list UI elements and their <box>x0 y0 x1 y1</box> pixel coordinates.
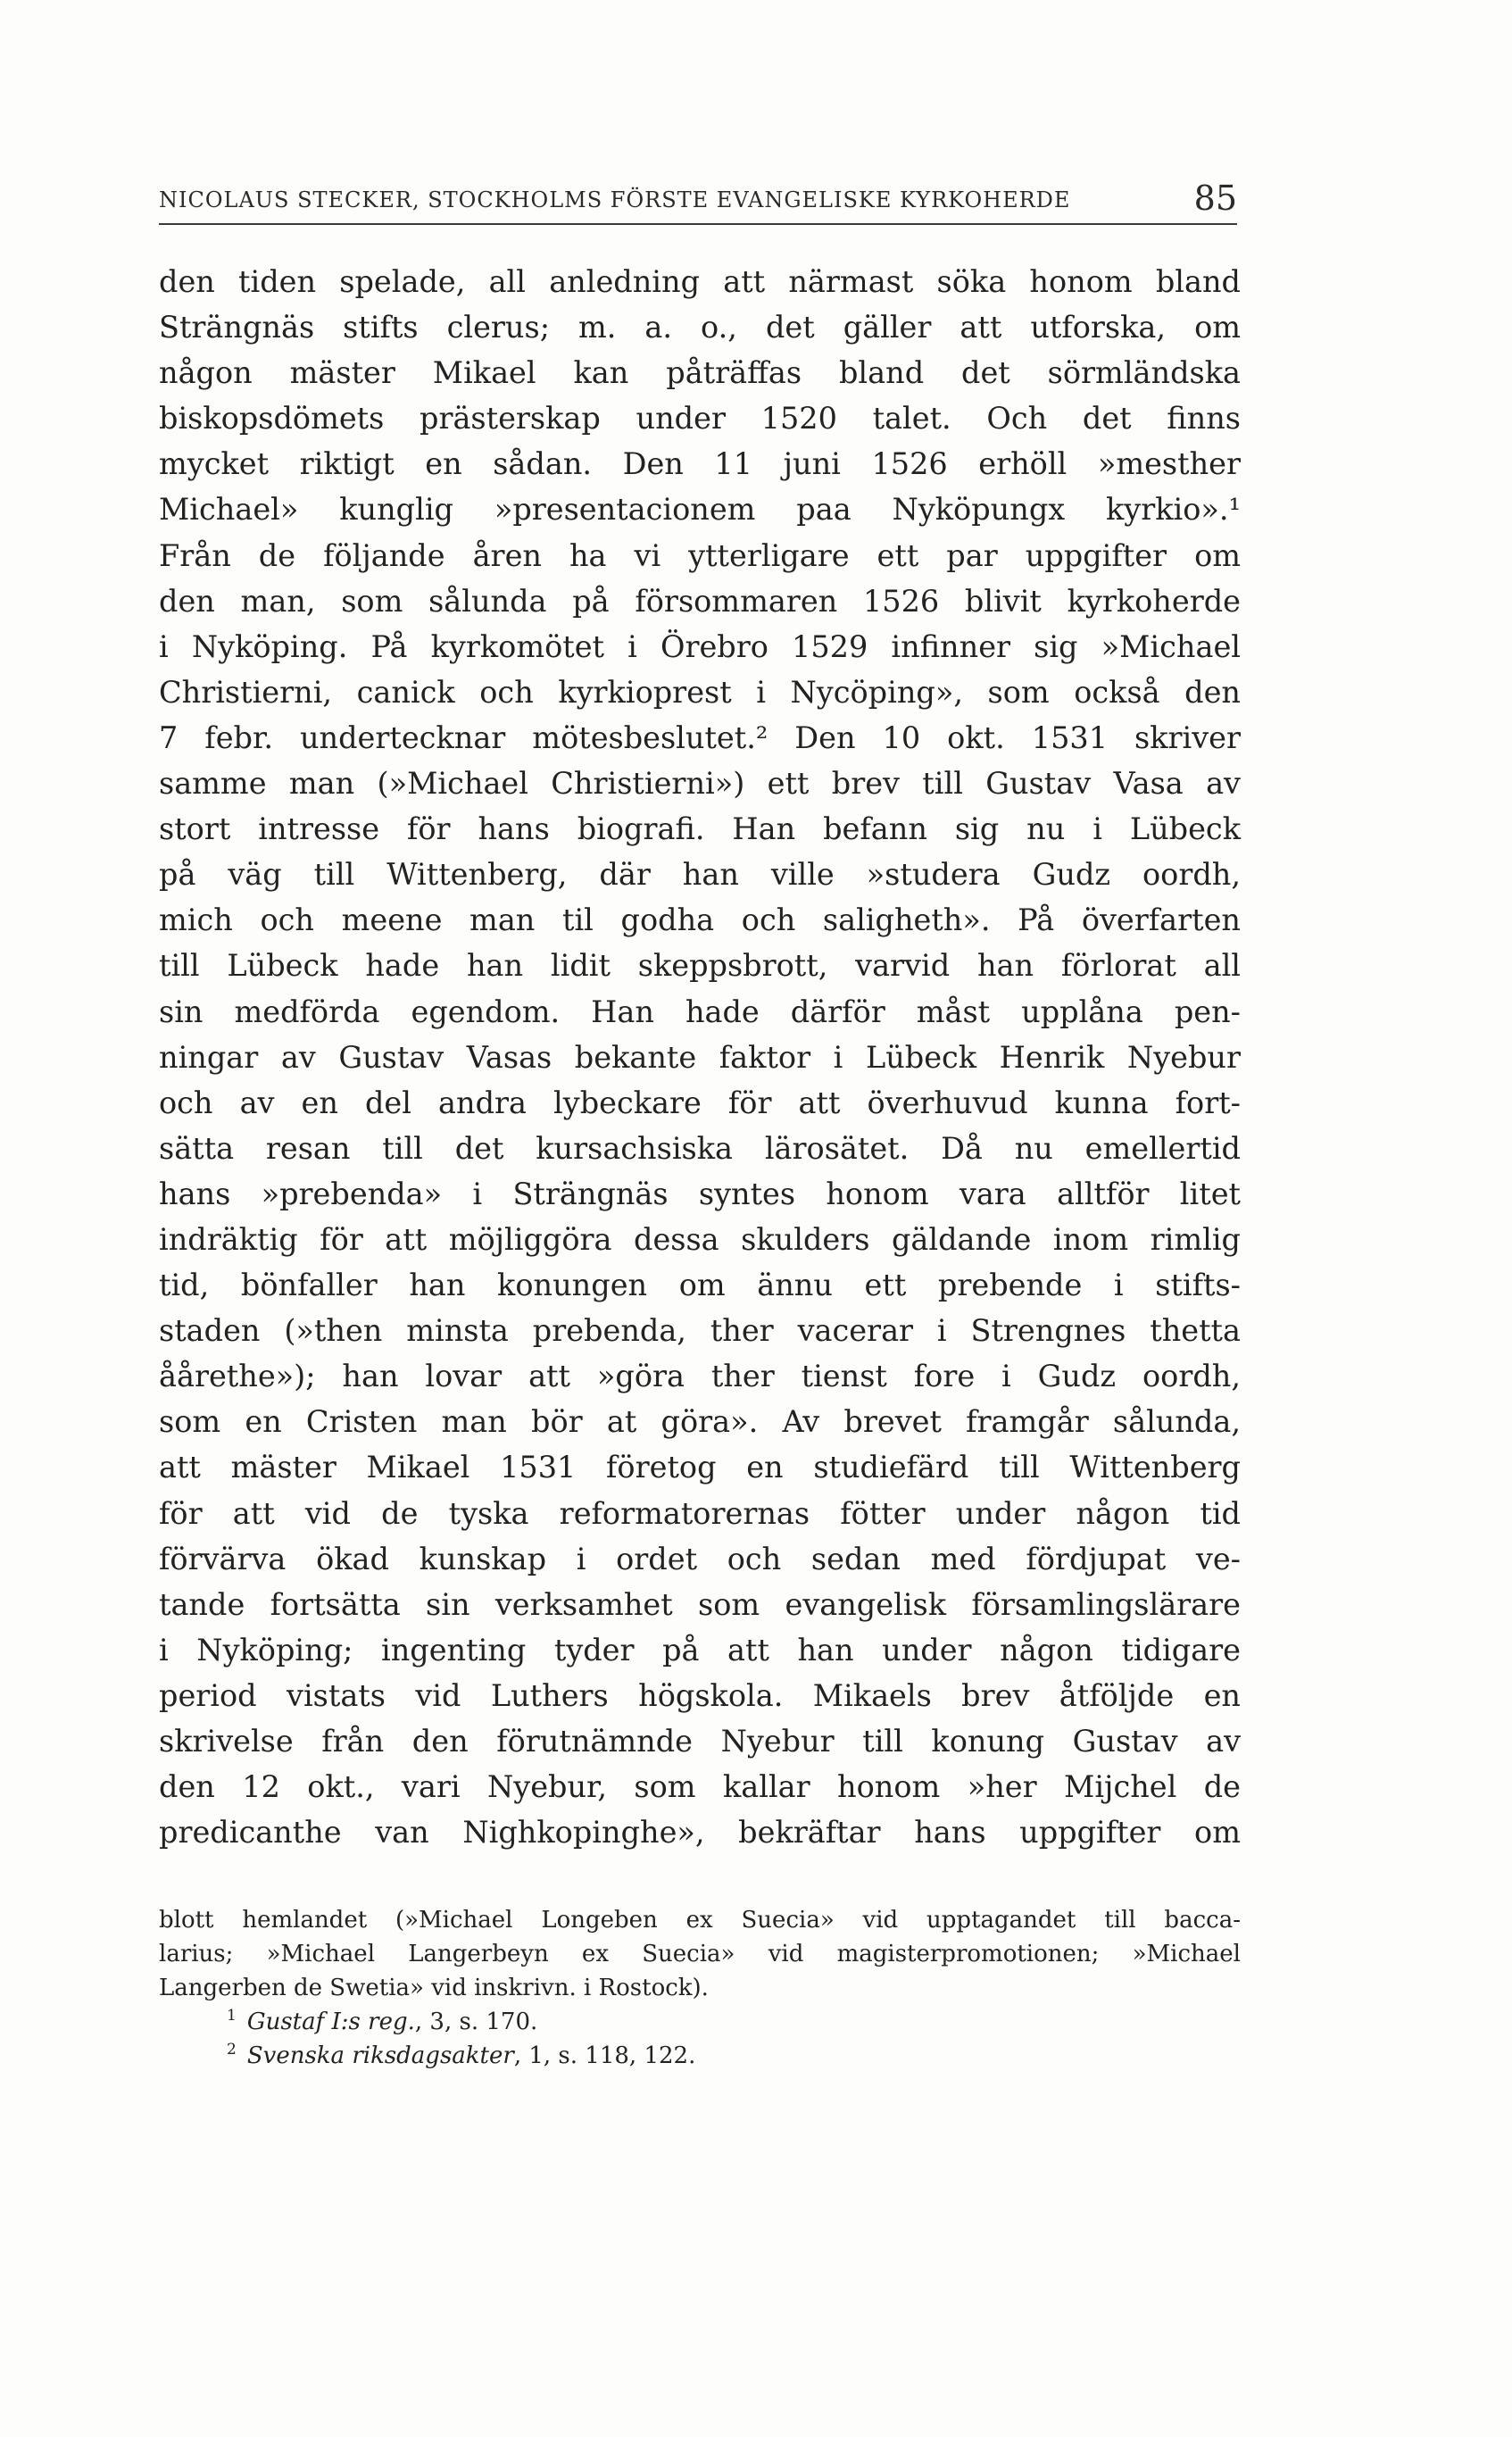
text-line: sin medförda egendom. Han hade därför måst upplåna pen- <box>159 994 1241 1029</box>
text-line: mich och meene man til godha och saligheth». På överfarten <box>159 902 1241 938</box>
text-line: den man, som sålunda på försommaren 1526 blivit kyrkoherde <box>159 583 1241 619</box>
footnote-1 <box>159 2005 1241 2039</box>
text-line: samme man (»Michael Christierni») ett brev till Gustav Vasa av <box>159 766 1241 802</box>
text-line: biskopsdömets prästerskap under 1520 talet. Och det finns <box>159 401 1241 437</box>
footnote-citation: , 3, s. 170. <box>414 2009 538 2035</box>
text-line: tande fortsätta sin verksamhet som evangelisk församlingslärare <box>159 1586 1241 1622</box>
footnote-2 <box>159 2039 1241 2073</box>
text-line: till Lübeck hade han lidit skeppsbrott, varvid han förlorat all <box>159 948 1241 984</box>
footnote-marker: 1 <box>227 2007 237 2025</box>
text-line: Michael» kunglig »presentacionem paa Nyköpungx kyrkio».¹ <box>159 492 1241 528</box>
text-line: som en Cristen man bör at göra». Av brevet framgår sålunda, <box>159 1404 1241 1440</box>
text-line: skrivelse från den förutnämnde Nyebur till konung Gustav av <box>159 1724 1241 1759</box>
footnote-citation: , 1, s. 118, 122. <box>513 2042 696 2069</box>
running-head <box>159 179 1237 225</box>
text-line: predicanthe van Nighkopinghe», bekräftar hans uppgifter om <box>159 1815 1241 1851</box>
footnote-marker: 2 <box>227 2041 237 2059</box>
text-line: i Nyköping. På kyrkomötet i Örebro 1529 infinner sig »Michael <box>159 628 1241 664</box>
text-line: åårethe»); han lovar att »göra ther tienst fore i Gudz oordh, <box>159 1359 1241 1394</box>
text-line: i Nyköping; ingenting tyder på att han under någon tidigare <box>159 1632 1241 1668</box>
text-line: förvärva ökad kunskap i ordet och sedan med fördjupat ve- <box>159 1541 1241 1576</box>
text-line: stort intresse för hans biografi. Han befann sig nu i Lübeck <box>159 811 1241 847</box>
text-line: indräktig för att möjliggöra dessa skulders gäldande inom rimlig <box>159 1221 1241 1257</box>
text-line: tid, bönfaller han konungen om ännu ett prebende i stifts- <box>159 1268 1241 1303</box>
text-line: att mäster Mikael 1531 företog en studiefärd till Wittenberg <box>159 1450 1241 1485</box>
text-line: Från de följande åren ha vi ytterligare ett par uppgifter om <box>159 537 1241 573</box>
main-text <box>159 259 1241 1855</box>
text-line: och av en del andra lybeckare för att överhuvud kunna fort- <box>159 1085 1241 1120</box>
text-line: Strängnäs stifts clerus; m. a. o., det gäller att utforska, om <box>159 310 1241 345</box>
text-line: staden (»then minsta prebenda, ther vacerar i Strengnes thetta <box>159 1313 1241 1349</box>
page-number: 85 <box>1193 179 1237 218</box>
footnote-continuation-line: blott hemlandet (»Michael Longeben ex Suecia» vid upptagandet till bacca- <box>159 1907 1241 1934</box>
text-line: sätta resan till det kursachsiska lärosätet. Då nu emellertid <box>159 1130 1241 1166</box>
footnote-continuation-line: Langerben de Swetia» vid inskrivn. i Rostock). <box>159 1975 709 2001</box>
footnotes <box>159 1903 1241 2073</box>
text-line: den tiden spelade, all anledning att närmast söka honom bland <box>159 264 1241 299</box>
text-line: den 12 okt., vari Nyebur, som kallar honom »her Mijchel de <box>159 1769 1241 1805</box>
footnote-continuation-line: larius; »Michael Langerbeyn ex Suecia» vid magisterpromotionen; »Michael <box>159 1941 1241 1967</box>
text-line: någon mäster Mikael kan påträffas bland det sörmländska <box>159 355 1241 391</box>
text-line: ningar av Gustav Vasas bekante faktor i Lübeck Henrik Nyebur <box>159 1039 1241 1075</box>
text-line: 7 febr. undertecknar mötesbeslutet.² Den 10 okt. 1531 skriver <box>159 719 1241 755</box>
footnote-source: Svenska riksdagsakter <box>246 2042 514 2069</box>
footnote-source: Gustaf I:s reg. <box>246 2009 415 2035</box>
running-head-title: NICOLAUS STECKER, STOCKHOLMS FÖRSTE EVANGELISKE KYRKOHERDE <box>159 187 1071 212</box>
text-line: Christierni, canick och kyrkioprest i Nycöping», som också den <box>159 674 1241 710</box>
text-line: mycket riktigt en sådan. Den 11 juni 1526 erhöll »mesther <box>159 446 1241 482</box>
text-line: hans »prebenda» i Strängnäs syntes honom vara alltför litet <box>159 1176 1241 1211</box>
text-line: på väg till Wittenberg, där han ville »studera Gudz oordh, <box>159 857 1241 893</box>
text-line: för att vid de tyska reformatorernas fötter under någon tid <box>159 1495 1241 1531</box>
text-line: period vistats vid Luthers högskola. Mikaels brev åtföljde en <box>159 1677 1241 1713</box>
